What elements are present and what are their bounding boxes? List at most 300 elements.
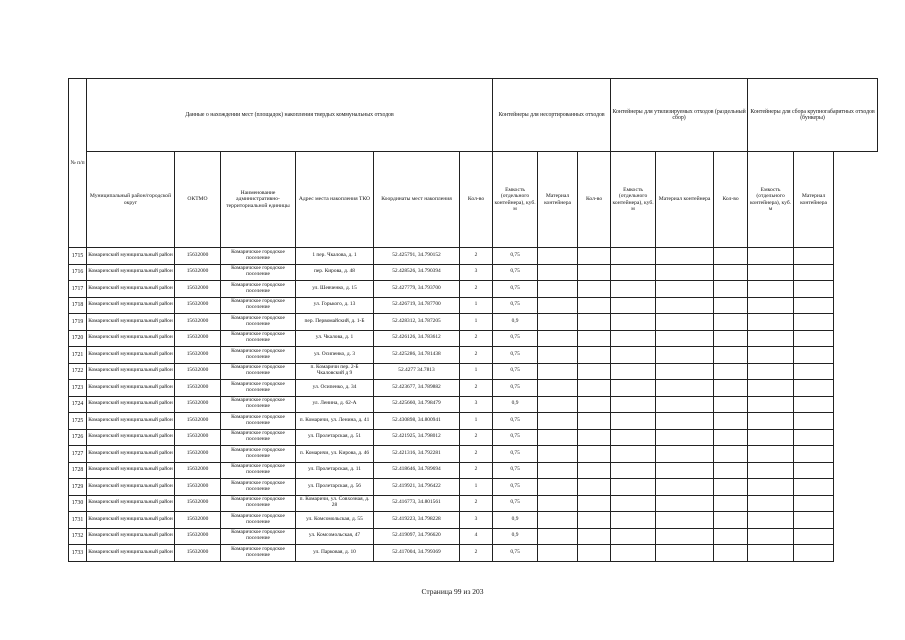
row-capacity: 0,75 <box>493 429 538 446</box>
row-oktmo: 15632000 <box>175 495 221 512</box>
row-coords: 52.430898, 34.800941 <box>374 413 460 430</box>
row-count: 1 <box>460 297 493 314</box>
row-admin-unit: Комаричское городское поселение <box>221 545 296 562</box>
location-group-header: Данные о нахождении мест (площадок) накопления твердых коммунальных отходов <box>87 79 493 152</box>
row-sorted-capacity <box>611 495 656 512</box>
col-sorted-material-header: Материал контейнера <box>656 152 714 248</box>
row-address: ул. Комсомольская, 47 <box>296 528 374 545</box>
col-coords-header: Координаты мест накопления <box>374 152 460 248</box>
table-row <box>69 314 878 331</box>
row-municipality: Комаричский муниципальный район <box>87 330 175 347</box>
row-coords: 52.423677, 34.789882 <box>374 380 460 397</box>
row-bulky-capacity <box>748 281 794 298</box>
row-coords: 52.419921, 34.796422 <box>374 479 460 496</box>
row-bulky-capacity <box>748 264 794 281</box>
row-sorted-material <box>656 347 714 364</box>
row-municipality: Комаричский муниципальный район <box>87 347 175 364</box>
row-bulky-capacity <box>748 413 794 430</box>
row-bulky-count <box>714 314 748 331</box>
row-sorted-material <box>656 545 714 562</box>
row-oktmo: 15632000 <box>175 429 221 446</box>
row-address: п. Комаричи, ул. Совхозная, д. 28 <box>296 495 374 512</box>
table-row <box>69 248 878 265</box>
row-sorted-count <box>578 347 611 364</box>
row-sorted-count <box>578 528 611 545</box>
row-material <box>538 264 578 281</box>
row-oktmo: 15632000 <box>175 528 221 545</box>
table-row <box>69 297 878 314</box>
row-capacity: 0,75 <box>493 363 538 380</box>
row-capacity: 0,75 <box>493 380 538 397</box>
row-capacity: 0,75 <box>493 264 538 281</box>
row-bulky-material <box>794 363 834 380</box>
page-footer: Страница 99 из 203 <box>421 587 484 596</box>
row-address: ул. Пролетарская, д. 11 <box>296 462 374 479</box>
row-bulky-capacity <box>748 380 794 397</box>
row-admin-unit: Комаричское городское поселение <box>221 248 296 265</box>
row-sorted-material <box>656 512 714 529</box>
row-capacity: 0,75 <box>493 479 538 496</box>
table-body <box>69 248 878 562</box>
row-capacity: 0,75 <box>493 545 538 562</box>
row-number: 1719 <box>69 314 87 331</box>
row-count: 2 <box>460 429 493 446</box>
row-bulky-capacity <box>748 545 794 562</box>
row-municipality: Комаричский муниципальный район <box>87 545 175 562</box>
row-bulky-material <box>794 479 834 496</box>
table-row <box>69 330 878 347</box>
row-address: п. Комаричи, ул. Кирова, д. 46 <box>296 446 374 463</box>
row-capacity: 0,9 <box>493 314 538 331</box>
row-municipality: Комаричский муниципальный район <box>87 363 175 380</box>
col-municipality-header: Муниципальный район/городской округ <box>87 152 175 248</box>
row-sorted-capacity <box>611 297 656 314</box>
row-municipality: Комаричский муниципальный район <box>87 264 175 281</box>
row-sorted-count <box>578 264 611 281</box>
row-address: ул. Осипенко, д. 3 <box>296 347 374 364</box>
row-count: 2 <box>460 495 493 512</box>
row-sorted-material <box>656 380 714 397</box>
row-sorted-capacity <box>611 380 656 397</box>
table-row <box>69 413 878 430</box>
row-material <box>538 528 578 545</box>
row-bulky-capacity <box>748 396 794 413</box>
row-municipality: Комаричский муниципальный район <box>87 446 175 463</box>
row-sorted-material <box>656 396 714 413</box>
row-municipality: Комаричский муниципальный район <box>87 462 175 479</box>
row-admin-unit: Комаричское городское поселение <box>221 363 296 380</box>
row-bulky-material <box>794 462 834 479</box>
row-address: ул. Пролетарская, д. 51 <box>296 429 374 446</box>
row-sorted-material <box>656 413 714 430</box>
row-coords: 52.425286, 34.781438 <box>374 347 460 364</box>
row-sorted-count <box>578 297 611 314</box>
row-count: 3 <box>460 396 493 413</box>
row-sorted-count <box>578 330 611 347</box>
row-oktmo: 15632000 <box>175 363 221 380</box>
row-bulky-count <box>714 281 748 298</box>
row-material <box>538 545 578 562</box>
row-coords: 52.425660, 34.798479 <box>374 396 460 413</box>
row-capacity: 0,9 <box>493 512 538 529</box>
row-count: 2 <box>460 462 493 479</box>
table-row <box>69 281 878 298</box>
row-sorted-count <box>578 396 611 413</box>
row-bulky-count <box>714 528 748 545</box>
row-address: ул. Ленина, д. 62-А <box>296 396 374 413</box>
row-capacity: 0,75 <box>493 297 538 314</box>
row-sorted-capacity <box>611 512 656 529</box>
row-bulky-material <box>794 380 834 397</box>
row-sorted-material <box>656 297 714 314</box>
row-bulky-count <box>714 545 748 562</box>
row-number: 1718 <box>69 297 87 314</box>
row-material <box>538 495 578 512</box>
row-material <box>538 462 578 479</box>
row-bulky-count <box>714 429 748 446</box>
row-sorted-material <box>656 528 714 545</box>
row-sorted-capacity <box>611 429 656 446</box>
row-admin-unit: Комаричское городское поселение <box>221 495 296 512</box>
row-oktmo: 15632000 <box>175 347 221 364</box>
row-oktmo: 15632000 <box>175 330 221 347</box>
row-coords: 52.419223, 34.798228 <box>374 512 460 529</box>
row-coords: 52.416773, 34.801561 <box>374 495 460 512</box>
row-bulky-material <box>794 248 834 265</box>
row-coords: 52.426126, 34.783612 <box>374 330 460 347</box>
col-bulky-material-header: Материал контейнера <box>794 152 834 248</box>
row-oktmo: 15632000 <box>175 545 221 562</box>
row-coords: 52.417004, 34.799369 <box>374 545 460 562</box>
row-sorted-material <box>656 479 714 496</box>
row-sorted-count <box>578 413 611 430</box>
row-municipality: Комаричский муниципальный район <box>87 396 175 413</box>
row-address: п. Комаричи, ул. Ленина, д. 41 <box>296 413 374 430</box>
row-number: 1730 <box>69 495 87 512</box>
row-bulky-count <box>714 347 748 364</box>
row-coords: 52.426719, 34.787700 <box>374 297 460 314</box>
row-number: 1723 <box>69 380 87 397</box>
row-admin-unit: Комаричское городское поселение <box>221 479 296 496</box>
row-sorted-count <box>578 314 611 331</box>
row-sorted-count <box>578 495 611 512</box>
row-number: 1726 <box>69 429 87 446</box>
row-municipality: Комаричский муниципальный район <box>87 479 175 496</box>
row-material <box>538 446 578 463</box>
row-oktmo: 15632000 <box>175 297 221 314</box>
col-bulky-capacity-header: Емкость (отдельного контейнера), куб. м <box>748 152 794 248</box>
row-address: пер. Первомайский, д. 1-Б <box>296 314 374 331</box>
row-count: 2 <box>460 545 493 562</box>
row-bulky-count <box>714 479 748 496</box>
row-bulky-material <box>794 314 834 331</box>
row-bulky-count <box>714 462 748 479</box>
row-bulky-material <box>794 297 834 314</box>
row-count: 2 <box>460 347 493 364</box>
row-municipality: Комаричский муниципальный район <box>87 281 175 298</box>
table-row <box>69 462 878 479</box>
row-address: 1 пер. Чкалова, д. 1 <box>296 248 374 265</box>
row-bulky-capacity <box>748 512 794 529</box>
table-row <box>69 545 878 562</box>
row-material <box>538 479 578 496</box>
row-oktmo: 15632000 <box>175 512 221 529</box>
row-address: ул. Горького, д. 13 <box>296 297 374 314</box>
row-sorted-count <box>578 363 611 380</box>
sorted-group-header: Контейнеры для утилизируемых отходов (раздельный сбор) <box>611 79 748 152</box>
row-bulky-material <box>794 545 834 562</box>
row-bulky-capacity <box>748 363 794 380</box>
row-sorted-count <box>578 512 611 529</box>
row-bulky-capacity <box>748 462 794 479</box>
row-bulky-count <box>714 495 748 512</box>
table-row <box>69 347 878 364</box>
row-number: 1721 <box>69 347 87 364</box>
row-bulky-count <box>714 413 748 430</box>
row-sorted-material <box>656 330 714 347</box>
table-row <box>69 479 878 496</box>
row-bulky-material <box>794 512 834 529</box>
row-material <box>538 512 578 529</box>
bulky-group-header: Контейнеры для сбора крупногабаритных отходов (бункеры) <box>748 79 878 152</box>
row-number: 1727 <box>69 446 87 463</box>
row-address: ул. Пролетарская, д. 56 <box>296 479 374 496</box>
row-sorted-count <box>578 462 611 479</box>
row-coords: 52.428312, 34.787205 <box>374 314 460 331</box>
col-address-header: Адрес места накопления ТКО <box>296 152 374 248</box>
row-bulky-material <box>794 413 834 430</box>
row-count: 2 <box>460 446 493 463</box>
row-capacity: 0,75 <box>493 281 538 298</box>
row-sorted-material <box>656 281 714 298</box>
row-material <box>538 297 578 314</box>
row-sorted-count <box>578 248 611 265</box>
row-address: ул. Парковая, д. 10 <box>296 545 374 562</box>
row-bulky-capacity <box>748 330 794 347</box>
row-coords: 52.421925, 34.798012 <box>374 429 460 446</box>
row-admin-unit: Комаричское городское поселение <box>221 380 296 397</box>
row-address: п. Комаричи пер. 2-Б Чкаловский д 9 <box>296 363 374 380</box>
waste-sites-table <box>68 78 878 562</box>
row-sorted-material <box>656 264 714 281</box>
row-bulky-material <box>794 446 834 463</box>
col-sorted-count-header: Кол-во <box>578 152 611 248</box>
col-capacity-header: Емкость (отдельного контейнера), куб. м <box>493 152 538 248</box>
row-sorted-capacity <box>611 479 656 496</box>
row-oktmo: 15632000 <box>175 314 221 331</box>
row-sorted-capacity <box>611 446 656 463</box>
row-count: 1 <box>460 479 493 496</box>
row-capacity: 0,75 <box>493 446 538 463</box>
register-sheet <box>68 78 878 562</box>
row-material <box>538 413 578 430</box>
row-sorted-material <box>656 495 714 512</box>
row-bulky-capacity <box>748 314 794 331</box>
row-bulky-count <box>714 446 748 463</box>
row-sorted-material <box>656 248 714 265</box>
row-number: 1717 <box>69 281 87 298</box>
col-sorted-capacity-header: Емкость (отдельного контейнера), куб. м <box>611 152 656 248</box>
row-bulky-capacity <box>748 429 794 446</box>
row-capacity: 0,9 <box>493 396 538 413</box>
row-bulky-material <box>794 264 834 281</box>
row-coords: 52.418646, 34.789694 <box>374 462 460 479</box>
row-number: 1733 <box>69 545 87 562</box>
row-municipality: Комаричский муниципальный район <box>87 429 175 446</box>
row-number: 1728 <box>69 462 87 479</box>
row-count: 3 <box>460 264 493 281</box>
row-admin-unit: Комаричское городское поселение <box>221 297 296 314</box>
row-oktmo: 15632000 <box>175 446 221 463</box>
col-bulky-count-header: Кол-во <box>714 152 748 248</box>
row-material <box>538 380 578 397</box>
row-oktmo: 15632000 <box>175 264 221 281</box>
row-sorted-count <box>578 380 611 397</box>
row-oktmo: 15632000 <box>175 479 221 496</box>
row-sorted-capacity <box>611 347 656 364</box>
row-bulky-capacity <box>748 248 794 265</box>
row-bulky-material <box>794 429 834 446</box>
row-admin-unit: Комаричское городское поселение <box>221 512 296 529</box>
row-admin-unit: Комаричское городское поселение <box>221 281 296 298</box>
row-bulky-capacity <box>748 446 794 463</box>
row-address: ул. Шевченко, д. 15 <box>296 281 374 298</box>
table-row <box>69 264 878 281</box>
row-material <box>538 363 578 380</box>
table-row <box>69 495 878 512</box>
row-coords: 52.421316, 34.792281 <box>374 446 460 463</box>
row-bulky-count <box>714 380 748 397</box>
row-sorted-capacity <box>611 314 656 331</box>
row-oktmo: 15632000 <box>175 462 221 479</box>
row-sorted-capacity <box>611 248 656 265</box>
row-capacity: 0,75 <box>493 495 538 512</box>
row-number: 1725 <box>69 413 87 430</box>
row-municipality: Комаричский муниципальный район <box>87 512 175 529</box>
row-oktmo: 15632000 <box>175 248 221 265</box>
row-count: 4 <box>460 528 493 545</box>
row-municipality: Комаричский муниципальный район <box>87 297 175 314</box>
col-oktmo-header: ОКТМО <box>175 152 221 248</box>
row-municipality: Комаричский муниципальный район <box>87 314 175 331</box>
row-material <box>538 330 578 347</box>
row-number: 1732 <box>69 528 87 545</box>
row-bulky-capacity <box>748 528 794 545</box>
row-sorted-count <box>578 429 611 446</box>
row-admin-unit: Комаричское городское поселение <box>221 396 296 413</box>
row-count: 2 <box>460 281 493 298</box>
col-admin-unit-header: Наименование административно-территориальной единицы <box>221 152 296 248</box>
row-capacity: 0,75 <box>493 413 538 430</box>
row-municipality: Комаричский муниципальный район <box>87 413 175 430</box>
row-count: 2 <box>460 248 493 265</box>
row-sorted-capacity <box>611 281 656 298</box>
row-number: 1716 <box>69 264 87 281</box>
row-capacity: 0,75 <box>493 462 538 479</box>
row-address: ул. Чкалова, д. 1 <box>296 330 374 347</box>
row-coords: 52.425791, 34.790152 <box>374 248 460 265</box>
row-sorted-material <box>656 429 714 446</box>
row-number: 1715 <box>69 248 87 265</box>
row-oktmo: 15632000 <box>175 396 221 413</box>
row-coords: 52.427779, 34.793700 <box>374 281 460 298</box>
row-oktmo: 15632000 <box>175 413 221 430</box>
row-address: пер. Кирова, д. 48 <box>296 264 374 281</box>
row-admin-unit: Комаричское городское поселение <box>221 462 296 479</box>
row-material <box>538 248 578 265</box>
row-sorted-capacity <box>611 413 656 430</box>
row-bulky-capacity <box>748 297 794 314</box>
table-row <box>69 363 878 380</box>
row-bulky-capacity <box>748 495 794 512</box>
row-bulky-count <box>714 248 748 265</box>
row-bulky-count <box>714 396 748 413</box>
row-capacity: 0,75 <box>493 248 538 265</box>
row-municipality: Комаричский муниципальный район <box>87 528 175 545</box>
row-sorted-material <box>656 314 714 331</box>
row-bulky-material <box>794 528 834 545</box>
row-sorted-material <box>656 462 714 479</box>
row-bulky-material <box>794 330 834 347</box>
row-bulky-count <box>714 330 748 347</box>
row-count: 1 <box>460 413 493 430</box>
col-count-header: Кол-во <box>460 152 493 248</box>
row-capacity: 0,75 <box>493 347 538 364</box>
row-coords: 52.419097, 34.796620 <box>374 528 460 545</box>
table-row <box>69 512 878 529</box>
row-number: 1720 <box>69 330 87 347</box>
row-count: 1 <box>460 363 493 380</box>
row-bulky-count <box>714 297 748 314</box>
row-bulky-capacity <box>748 479 794 496</box>
row-admin-unit: Комаричское городское поселение <box>221 429 296 446</box>
row-admin-unit: Комаричское городское поселение <box>221 314 296 331</box>
row-sorted-capacity <box>611 462 656 479</box>
row-admin-unit: Комаричское городское поселение <box>221 264 296 281</box>
row-sorted-count <box>578 281 611 298</box>
row-coords: 52.428526, 34.790394 <box>374 264 460 281</box>
table-row <box>69 429 878 446</box>
row-sorted-material <box>656 363 714 380</box>
row-sorted-count <box>578 545 611 562</box>
row-bulky-material <box>794 495 834 512</box>
row-number: 1724 <box>69 396 87 413</box>
row-material <box>538 396 578 413</box>
row-sorted-capacity <box>611 264 656 281</box>
table-row <box>69 380 878 397</box>
row-bulky-count <box>714 512 748 529</box>
row-count: 3 <box>460 512 493 529</box>
row-admin-unit: Комаричское городское поселение <box>221 413 296 430</box>
row-bulky-count <box>714 363 748 380</box>
row-sorted-material <box>656 446 714 463</box>
row-sorted-capacity <box>611 545 656 562</box>
row-sorted-capacity <box>611 363 656 380</box>
row-material <box>538 347 578 364</box>
row-number: 1729 <box>69 479 87 496</box>
col-material-header: Материал контейнера <box>538 152 578 248</box>
table-row <box>69 396 878 413</box>
row-bulky-material <box>794 396 834 413</box>
row-count: 2 <box>460 380 493 397</box>
row-address: ул. Осипенко, д. 34 <box>296 380 374 397</box>
row-number: 1722 <box>69 363 87 380</box>
row-number: 1731 <box>69 512 87 529</box>
col-num-header: № п/п <box>69 79 87 248</box>
row-sorted-count <box>578 446 611 463</box>
row-material <box>538 314 578 331</box>
row-address: ул. Комсомольская, д. 55 <box>296 512 374 529</box>
